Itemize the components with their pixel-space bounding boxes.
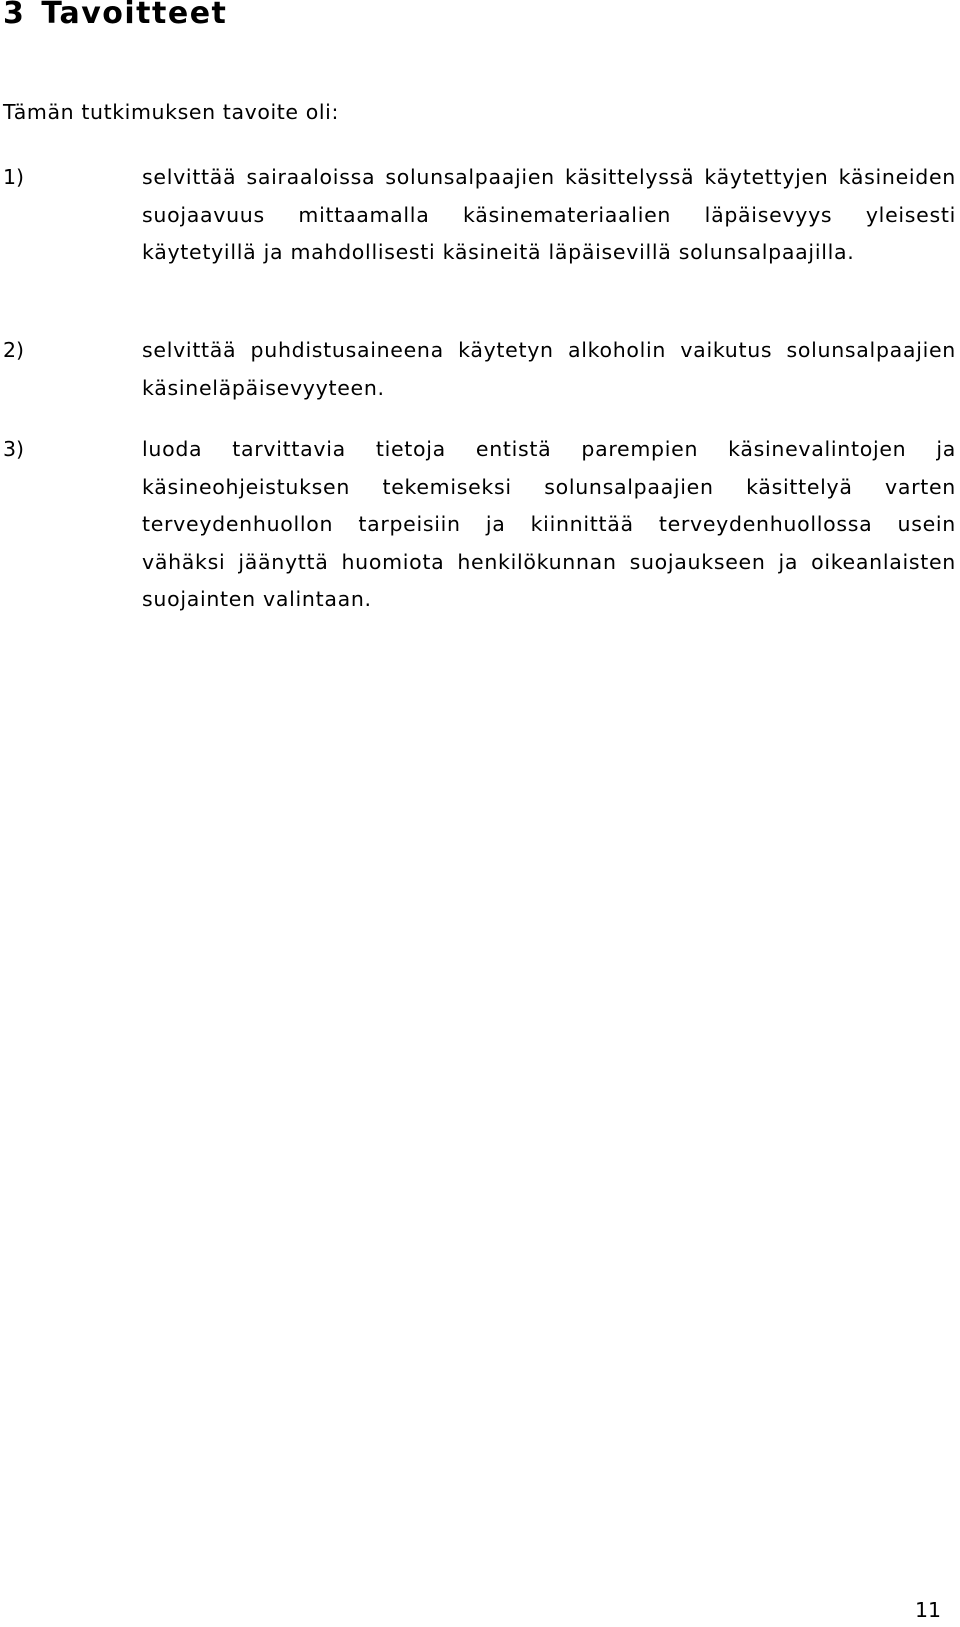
- list-item-text: selvittää puhdistusaineena käytetyn alkoholin vaikutus solunsalpaajien käsineläpäisevyyteen.: [142, 338, 956, 400]
- intro-text: Tämän tutkimuksen tavoite oli:: [3, 100, 339, 124]
- list-item-marker: 2): [3, 338, 25, 362]
- section-number: 3: [3, 0, 26, 31]
- section-title: Tavoitteet: [41, 0, 228, 31]
- list-item-marker: 1): [3, 165, 25, 189]
- list-item-text: selvittää sairaaloissa solunsalpaajien käsittelyssä käytettyjen käsineiden suojaavuus mittaamalla käsinemateriaalien läpäisevyys yleisesti käytetyillä ja mahdollisesti käsineitä läpäisevillä solunsalpaajilla.: [142, 165, 956, 264]
- list-item-text: luoda tarvittavia tietoja entistä parempien käsinevalintojen ja käsineohjeistuksen tekemiseksi solunsalpaajien käsittelyä varten terveydenhuollon tarpeisiin ja kiinnittää terveydenhuollossa usein vähäksi jäänyttä huomiota henkilökunnan suojaukseen ja oikeanlaisten suojainten valintaan.: [142, 437, 956, 611]
- list-item-marker: 3): [3, 437, 25, 461]
- page-number: 11: [915, 1598, 942, 1622]
- section-heading: [3, 0, 227, 32]
